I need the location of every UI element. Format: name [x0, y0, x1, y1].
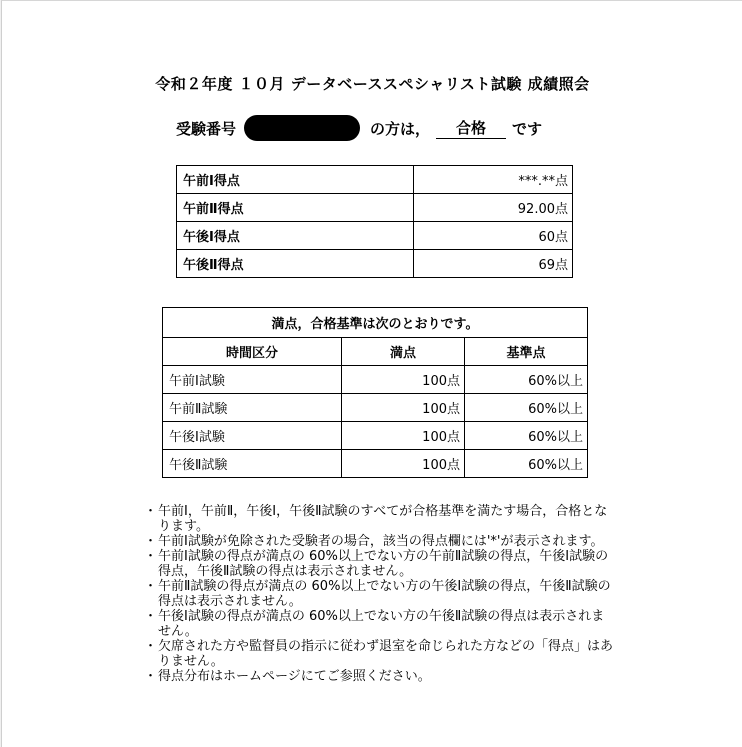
table-row: [177, 166, 573, 194]
column-header: 満点: [342, 338, 465, 366]
examinee-suffix-text: です: [512, 119, 543, 138]
table-cell: 午後Ⅰ試験: [163, 422, 342, 450]
criteria-caption: 満点，合格基準は次のとおりです。: [163, 308, 588, 338]
table-row: [177, 194, 573, 222]
column-header: 時間区分: [163, 338, 342, 366]
table-cell: 60%以上: [465, 394, 588, 422]
list-item: ・ 午前Ⅱ試験の得点が満点の 60%以上でない方の午後Ⅰ試験の得点，午後Ⅱ試験の得点は表示されません。: [146, 579, 616, 609]
score-label: 午後Ⅱ得点: [177, 250, 414, 278]
examinee-number-label: 受験番号: [176, 119, 237, 138]
score-value: 92.00点: [414, 194, 573, 222]
table-cell: 60%以上: [465, 366, 588, 394]
document-page: [1, 0, 742, 747]
table-row: [177, 222, 573, 250]
list-item: ・ 欠席された方や監督員の指示に従わず退室を命じられた方などの「得点」はありません。: [146, 639, 616, 669]
table-row: [177, 250, 573, 278]
table-row: [163, 366, 588, 394]
table-cell: 100点: [342, 422, 465, 450]
table-cell: 60%以上: [465, 422, 588, 450]
redacted-exam-number: [244, 115, 360, 141]
score-value: 60点: [414, 222, 573, 250]
score-value: ***.**点: [414, 166, 573, 194]
table-cell: 午前Ⅱ試験: [163, 394, 342, 422]
table-cell: 60%以上: [465, 450, 588, 478]
table-cell: 100点: [342, 394, 465, 422]
list-item: ・ 午前Ⅰ試験の得点が満点の 60%以上でない方の午前Ⅱ試験の得点，午後Ⅰ試験の得点，午後Ⅱ試験の得点は表示されません。: [146, 549, 616, 579]
table-header-row: [163, 338, 588, 366]
table-cell: 100点: [342, 450, 465, 478]
examinee-result-line: [176, 115, 542, 141]
examinee-middle-text: の方は，: [370, 119, 431, 138]
criteria-table: [162, 307, 588, 478]
column-header: 基準点: [465, 338, 588, 366]
score-value: 69点: [414, 250, 573, 278]
table-row: [163, 450, 588, 478]
score-label: 午前Ⅰ得点: [177, 166, 414, 194]
table-cell: 100点: [342, 366, 465, 394]
result-value: 合格: [436, 118, 506, 139]
table-row: [163, 394, 588, 422]
list-item: ・ 午後Ⅰ試験の得点が満点の 60%以上でない方の午後Ⅱ試験の得点は表示されません。: [146, 609, 616, 639]
list-item: ・ 午前Ⅰ，午前Ⅱ，午後Ⅰ，午後Ⅱ試験のすべてが合格基準を満たす場合，合格となります。: [146, 504, 616, 534]
score-label: 午後Ⅰ得点: [177, 222, 414, 250]
table-row: [163, 308, 588, 338]
page-title: 令和２年度 １０月 データベーススペシャリスト試験 成績照会: [155, 75, 590, 93]
table-row: [163, 422, 588, 450]
notes-list: [146, 504, 616, 684]
list-item: ・ 午前Ⅰ試験が免除された受験者の場合，該当の得点欄には'*'が表示されます。: [146, 534, 616, 549]
score-label: 午前Ⅱ得点: [177, 194, 414, 222]
table-cell: 午後Ⅱ試験: [163, 450, 342, 478]
table-cell: 午前Ⅰ試験: [163, 366, 342, 394]
list-item: ・ 得点分布はホームページにてご参照ください。: [146, 669, 616, 684]
scores-table: [176, 165, 573, 278]
